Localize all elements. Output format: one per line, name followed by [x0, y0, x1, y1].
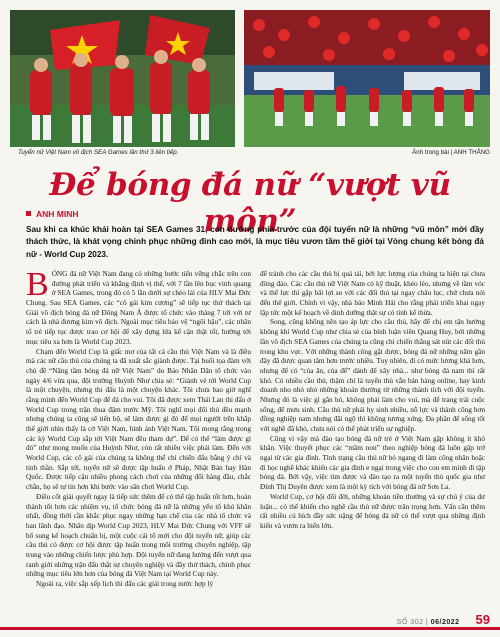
- paragraph: Ngoài ra, việc sắp xếp lịch thi đấu các giải trong nước hợp lý: [36, 580, 214, 588]
- article-title: Để bóng đá nữ “vượt vũ môn”: [49, 167, 451, 239]
- paragraph: Chạm đến World Cup là giấc mơ của tất cả cầu thủ Việt Nam và là điều mà các nữ cầu thủ của chúng ta đã xuất sắc giành được. Tại buổi tọa đàm với chủ đề “Nâng tầm bóng đá nữ Việt Nam” do Báo Nhân Dân tổ chức vào ngày 4/6 vừa qua, đội trưởng Huỳnh Như chia sẻ: “Giành vé tới World Cup là một chuyện, nhưng thi đấu là một chuyện khác. Tôi chưa bao giờ nghĩ rằng mình đến World Cup để đá cho vui. Tôi đã được xem Thái Lan thi đấu ở World Cup trong trận thua đậm trước Mỹ. Tôi nghĩ mọi đối thủ đều mạnh nhưng chúng ta cũng sẽ tiến bộ, sẽ làm được gì đó để mọi người trên khắp thế giới nhìn thấy là cờ Việt Nam, hình ảnh Việt Nam. Tôi mong rằng trong các kỳ World Cup sắp tới Việt Nam đều tham dự”. Để có thể “làm được gì đó” như mong muốn của Huỳnh Như, còn rất nhiều việc phải làm. Đến với World Cup, các cô gái của chúng ta không thể chỉ chiến đấu bằng ý chí và tinh thần. Sắp tới, tuyển nữ sẽ được tập huấn ở Pháp, Nhật Bản hay Hàn Quốc. Được tiếp cận nhiều phong cách chơi của những đối hàng đầu, chắc chắn, họ sẽ tự tin hơn khi bước vào sân chơi World Cup.: [26, 347, 251, 492]
- byline-square-icon: [26, 211, 31, 216]
- paragraph: BÓNG đá nữ Việt Nam đang có những bước tiến vững chắc trên con đường phát triển và khẳng định vị thế, với 7 lần lên bục vinh quang ở SEA Games, trong đó có 5 lần dưới sự chèo lái của HLV Mai Đức Chung. Sau SEA Games, các “cô gái kim cương” sẽ tiếp tục thử thách tại Giải vô địch bóng đá nữ Đông Nam Á được tổ chức vào tháng 7 tới với tư cách là nhà đương kim vô địch. Ngoài mục tiêu bảo vệ “ngôi hậu”, các nhân tố trẻ tiếp tục được trao cơ hội để xây dựng lứa kế cận thật tốt, hướng tới mục tiêu xa hơn là World Cup 2023.: [26, 266, 251, 346]
- paragraph: Song, cũng không nên tạo áp lực cho cầu thủ, hãy để chị em tận hưởng không khí World Cup như chia sẻ của bình luận viên Quang Huy, bởi những lần vô địch SEA Games của chúng ta cũng chỉ chiến thắng sát nút các đối thủ trong khu vực. Với những thành công gặt được, bóng đá nữ những năm gần đây đã được quan tâm hơn trước nhiều. Tuy nhiên, đi có mức lương khá hơn, nhưng để có “của ăn, của để” dành để xây nhà... như bóng đá nam thì rất khó. Có nhiều cầu thủ, thậm chí là tuyển thủ vẫn bán hàng online, hay kinh doanh nho nhỏ nhỏ những khoản thưởng từ những thành tích với đội tuyển. Nhưng đó là việc gì gắn bó, không phải làm cho vui, mà để trang trải cuộc sống, để mưu sinh. Cầu thủ nữ phải hy sinh nhiều, nỗ lực và thành công hơn đồng nghiệp nam nhưng đãi ngộ thì không tương xứng. Đa phần để sống tốt với nghề đã khó, chưa nói có thể phát triển sự nghiệp.: [260, 318, 485, 433]
- photo-credit: Ảnh trong bài | ANH THẮNG: [412, 149, 490, 156]
- footer-rule: [0, 627, 500, 630]
- paragraph: Điều cốt giải quyết ngay là tiếp sức thêm để có thể tập huấn tốt hơn, hoàn thành tốt hơn các nhiệm vụ, tổ chức bóng đá nữ là những yếu tố khó khăn nhất, đồng thời cần khắc phục ngay những hạn chế của các nhà tổ chức và ban lãnh đạo. Nhân dịp World Cup 2023, HLV Mai Đức Chung với VFF sẽ bổ sung kế hoạch chuẩn bị, một cuộc cải tổ mới cho đội tuyển nữ, giúp các cầu thủ có được cơ hội được tập huấn trong môi trường chuyên nghiệp, tập trung vào những chiến lược phù hợp. Đội tuyển nữ đang hướng đến vượt qua ranh giới những trận đấu thật sự chuyên nghiệp và đầy thử thách, chinh phục những mục tiêu lớn hơn của bóng đá Việt Nam tại World Cup này.: [26, 492, 251, 579]
- celebration-photo-left: [10, 10, 235, 147]
- photo-caption-left: Tuyển nữ Việt Nam vô địch SEA Games lần thứ 3 liên tiếp.: [18, 149, 179, 156]
- article-lede: Sau khi ca khúc khải hoàn tại SEA Games 31, con đường phía trước của đội tuyển nữ là những “vũ môn” mới đầy thách thức, là khát vọng chinh phục những đỉnh cao mới, là mục tiêu vươn tầm thế giới tại Vòng chung kết bóng đá nữ - World Cup 2023.: [26, 225, 484, 259]
- page-number: 59: [475, 612, 490, 627]
- author-name: ANH MINH: [36, 209, 79, 219]
- page-footer: [397, 612, 490, 627]
- article-column-right: [260, 270, 485, 532]
- paragraph: để tránh cho các cầu thủ bị quá tải, bởi lực lượng của chúng ta hiện tại chưa đông đảo. Các cầu thủ nữ Việt Nam có kỹ thuật, khéo léo, nhưng về tầm vóc và thể lực thì gặp bất lợi so với các đối thủ tại ngay châu lục, chứ chưa nói đến thế giới. Chính vì vậy, nhà báo Minh Hải cho rằng phải triển khai ngay lập tức một kế hoạch về dinh dưỡng thật sự có tính kế thừa.: [260, 270, 485, 317]
- issue-info: SỐ 302 | 06/2022: [396, 619, 460, 626]
- article-column-left: [26, 266, 251, 590]
- paragraph: World Cup, cơ hội đổi đời, những khoản tiền thưởng và sự chú ý của dư luận... có thể khiến cho nghề cầu thủ nữ được trân trọng hơn. Vấn cần thêm rất nhiều cú hích đầy sức nặng để bóng đá nữ có thể vượt qua những định kiến và vươn ra biển lớn.: [260, 492, 485, 530]
- byline: [26, 209, 79, 219]
- paragraph: Cũng vì vậy mà đào tạo bóng đá nữ trẻ ở Việt Nam gặp không ít khó khăn. Việc thuyết phục các “mầm non” theo nghiệp bóng đá luôn gặp trở ngại từ các gia đình. Tình trạng cầu thủ nữ bỏ ngang đi làm công nhân hoặc đi học nghề khác khiến các gia đình e ngại trong việc cho con em mình đi tập bóng đá. Bởi vậy, việc tìm được và đào tạo ra một tuyển thủ quốc gia như Đình Thị Duyên được xem là một kỳ tích với bóng đá nữ Sơn La.: [260, 434, 485, 492]
- celebration-photo-right: [244, 10, 490, 147]
- drop-cap: B: [26, 266, 49, 303]
